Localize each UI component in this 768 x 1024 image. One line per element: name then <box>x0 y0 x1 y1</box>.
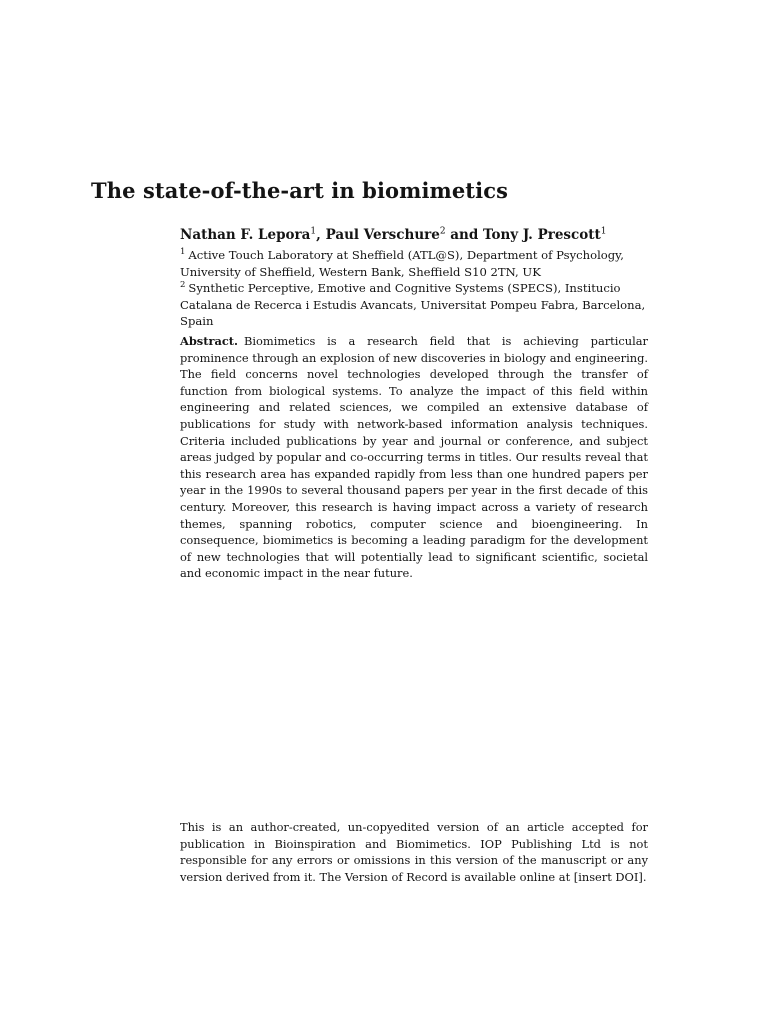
affiliation-text: Active Touch Laboratory at Sheffield (ATL@S), Department of Psychology, University of Sheffield, Western Bank, Sheffield S10 2TN, UK <box>180 248 624 279</box>
author-list <box>180 226 660 244</box>
author-name: Nathan F. Lepora <box>180 227 311 243</box>
affiliation-marker: 2 <box>439 226 446 237</box>
affiliation-list <box>180 247 650 330</box>
affiliation-marker: 1 <box>310 226 317 237</box>
affiliation <box>180 280 650 330</box>
abstract-text: Biomimetics is a research field that is achieving particular prominence through an explosion of new discoveries in biology and engineering. The field concerns novel technologies developed through the transfer of function from biological systems. To analyze the impact of this field within engineering and related sciences, we compiled an extensive database of publications for study with network-based information analysis techniques. Criteria included publications by year and journal or conference, and subject areas judged by popular and co-occurring terms in titles. Our results reveal that this research area has expanded rapidly from less than one hundred papers per year in the 1990s to several thousand papers per year in the first decade of this century. Moreover, this research is having impact across a variety of research themes, spanning robotics, computer science and bioengineering. In consequence, biomimetics is becoming a leading paradigm for the development of new technologies that will potentially lead to significant scientific, societal and economic impact in the near future. <box>180 334 648 581</box>
abstract-label: Abstract. <box>180 334 239 348</box>
affiliation-mark: 1 <box>180 247 186 258</box>
affiliation-text: Synthetic Perceptive, Emotive and Cognitive Systems (SPECS), Institucio Catalana de Recerca i Estudis Avancats, Universitat Pompeu Fabra, Barcelona, Spain <box>180 281 646 329</box>
affiliation-mark: 2 <box>180 280 186 291</box>
abstract <box>180 333 648 582</box>
paper-title: The state-of-the-art in biomimetics <box>91 178 508 203</box>
author-separator: , <box>316 227 326 243</box>
affiliation-marker: 1 <box>600 226 607 237</box>
author-separator: and <box>445 227 483 243</box>
publication-notice: This is an author-created, un-copyedited version of an article accepted for publication in Bioinspiration and Biomimetics. IOP Publishing Ltd is not responsible for any errors or omissions in this version of the manuscript or any version derived from it. The Version of Record is available online at [insert DOI]. <box>180 820 648 884</box>
author-name: Tony J. Prescott <box>482 227 601 243</box>
affiliation <box>180 247 650 280</box>
author-name: Paul Verschure <box>325 227 440 243</box>
